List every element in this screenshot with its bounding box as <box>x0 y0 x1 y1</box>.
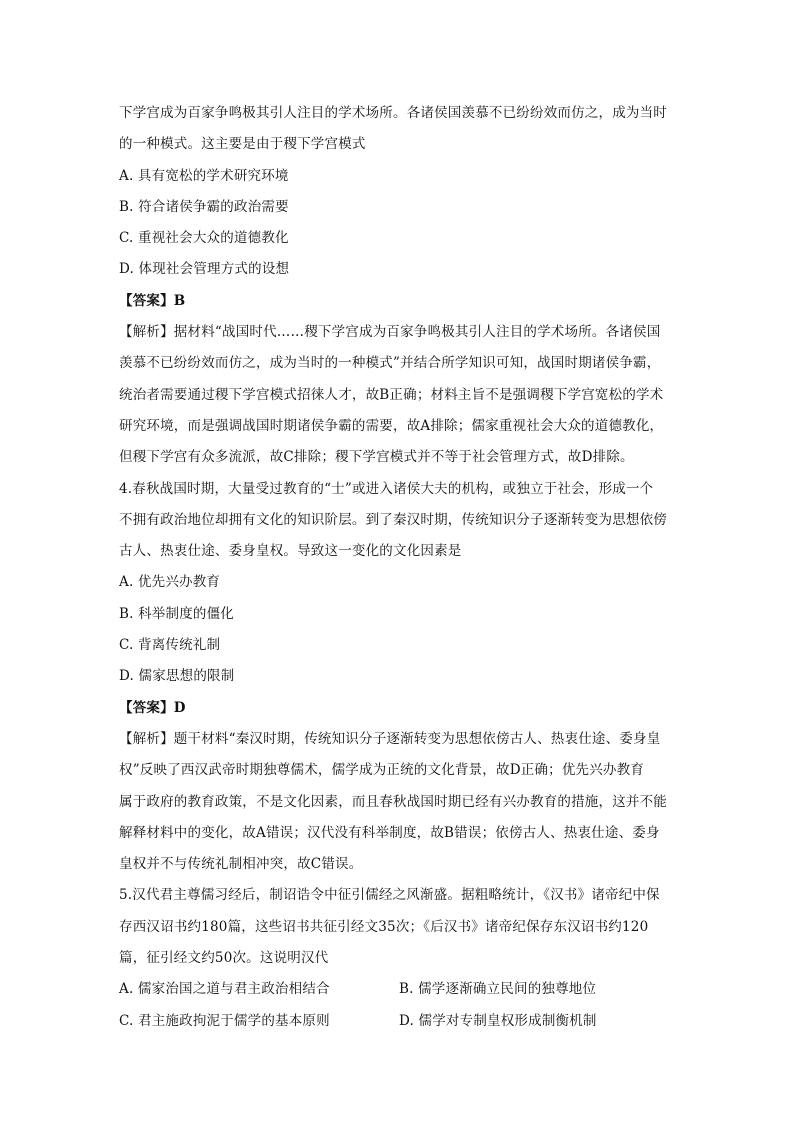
option-c: C. 背离传统礼制 <box>119 637 221 654</box>
option-b: B. 符合诸侯争霸的政治需要 <box>119 198 289 215</box>
answer-line: 【答案】D <box>119 699 186 716</box>
question-5-line: 存西汉诏书约180篇，这些诏书共征引经文35次；《后汉书》诸帝纪保存东汉诏书约120 <box>119 918 649 935</box>
options-row <box>119 974 679 1005</box>
option-b: B. 儒学逐渐确立民间的独尊地位 <box>399 981 597 998</box>
analysis-line: 研究环境，而是强调战国时期诸侯争霸的需要，故A排除；儒家重视社会大众的道德教化， <box>119 417 664 434</box>
question-4-line: 不拥有政治地位却拥有文化的知识阶层。到了秦汉时期，传统知识分子逐渐转变为思想依傍 <box>119 511 667 528</box>
analysis-line: 但稷下学宫有众多流派，故C排除；稷下学宫模式并不等于社会管理方式，故D排除。 <box>119 449 634 466</box>
analysis-line: 【解析】题干材料“秦汉时期，传统知识分子逐渐转变为思想依傍古人、热衷仕途、委身皇 <box>119 730 661 747</box>
question-5-line: 5.汉代君主尊儒习经后，制诏诰令中征引儒经之风渐盛。据粗略统计，《汉书》诸帝纪中保 <box>119 887 660 904</box>
analysis-line: 【解析】据材料“战国时代……稷下学宫成为百家争鸣极其引人注目的学术场所。各诸侯国 <box>119 324 661 341</box>
option-b: B. 科举制度的僵化 <box>119 605 235 622</box>
question-4-line: 4.春秋战国时期，大量受过教育的“士”或进入诸侯大夫的机构，或独立于社会，形成一个 <box>119 480 654 497</box>
analysis-line: 皇权并不与传统礼制相冲突，故C错误。 <box>119 856 363 873</box>
question-4-line: 古人、热衷仕途、委身皇权。导致这一变化的文化因素是 <box>119 543 462 560</box>
option-a: A. 具有宽松的学术研究环境 <box>119 167 289 184</box>
option-d: D. 儒学对专制皇权形成制衡机制 <box>399 1012 597 1029</box>
question-5-line: 篇，征引经文约50次。这说明汉代 <box>119 950 329 967</box>
option-a: A. 优先兴办教育 <box>119 574 221 591</box>
option-c: C. 重视社会大众的道德教化 <box>119 230 289 247</box>
option-d: D. 体现社会管理方式的设想 <box>119 261 290 278</box>
answer-line: 【答案】B <box>119 292 186 309</box>
document-page <box>119 98 679 1037</box>
analysis-line: 属于政府的教育政策，不是文化因素，而且春秋战国时期已经有兴办教育的措施，这并不能 <box>119 793 667 810</box>
options-row <box>119 1006 679 1037</box>
text-line: 下学宫成为百家争鸣极其引人注目的学术场所。各诸侯国羡慕不已纷纷效而仿之，成为当时 <box>119 105 667 121</box>
analysis-line: 统治者需要通过稷下学宫模式招徕人才，故B正确；材料主旨不是强调稷下学宫宽松的学术 <box>119 386 664 403</box>
analysis-line: 解释材料中的变化，故A错误；汉代没有科举制度，故B错误；依傍古人、热衷仕途、委身 <box>119 824 660 841</box>
option-a: A. 儒家治国之道与君主政治相结合 <box>119 981 330 998</box>
analysis-line: 权”反映了西汉武帝时期独尊儒术，儒学成为正统的文化背景，故D正确；优先兴办教育 <box>119 762 645 779</box>
text-line: 的一种模式。这主要是由于稷下学宫模式 <box>119 136 366 153</box>
option-c: C. 君主施政拘泥于儒学的基本原则 <box>119 1012 330 1029</box>
option-d: D. 儒家思想的限制 <box>119 668 235 685</box>
analysis-line: 羡慕不已纷纷效而仿之，成为当时的一种模式”并结合所学知识可知，战国时期诸侯争霸， <box>119 355 661 372</box>
